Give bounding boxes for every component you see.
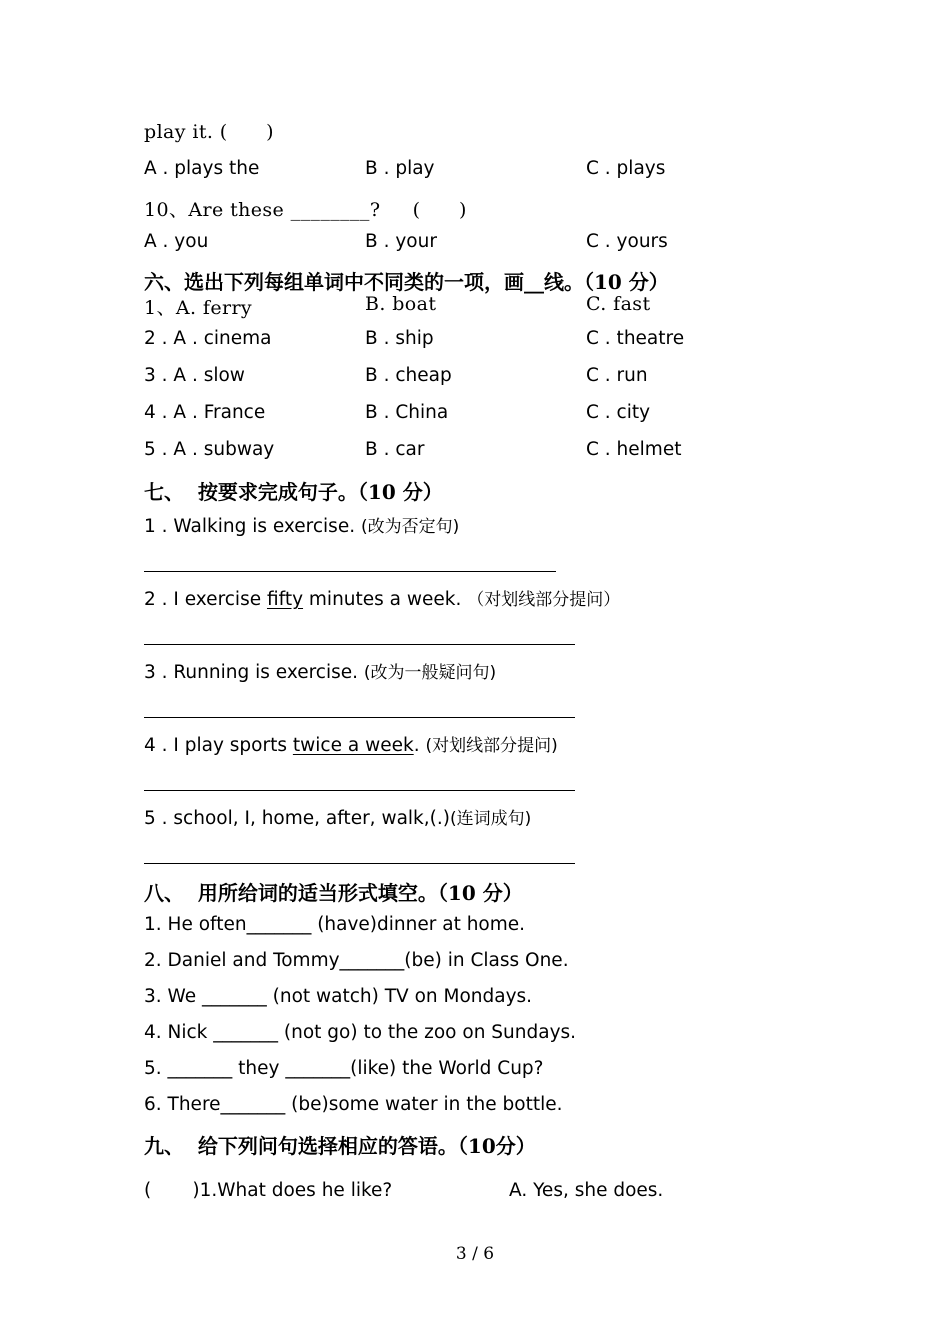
s6-row5-a: 5 . A . subway	[144, 439, 275, 460]
answer-line-4	[144, 790, 575, 791]
s7-q5	[144, 804, 531, 829]
s7-q2-underlined: fifty	[266, 589, 304, 610]
s7-q2	[144, 585, 620, 610]
question-10-stem: 10、Are these ________? ( )	[144, 199, 467, 221]
s6-row5-b: B . car	[365, 439, 425, 460]
s6-row3-a: 3 . A . slow	[144, 365, 245, 386]
s7-q2-note: （对划线部分提问）	[467, 590, 621, 610]
s6-row3-c: C . run	[586, 365, 648, 386]
s9-answer-a: A. Yes, she does.	[509, 1180, 664, 1201]
question-10-option-a: A . you	[144, 231, 209, 252]
s7-q3-note: (改为一般疑问句)	[363, 663, 497, 683]
section-8-title: 八、 用所给词的适当形式填空。（10 分）	[144, 881, 523, 905]
s6-row4-c: C . city	[586, 402, 651, 423]
section-9-title: 九、 给下列问句选择相应的答语。（10分）	[144, 1134, 536, 1158]
s7-q2-post: minutes a week.	[303, 589, 462, 610]
s7-q1-text: 1 . Walking is exercise.	[144, 516, 356, 537]
question-10-option-c: C . yours	[586, 231, 668, 252]
s7-q4	[144, 731, 558, 756]
s7-q2-pre: 2 . I exercise	[144, 589, 267, 610]
s6-row1-b: B. boat	[365, 293, 437, 315]
question-9-stem: play it. ( )	[144, 121, 274, 143]
s7-q5-note: (连词成句)	[449, 809, 532, 829]
s8-item-5: 5. _______ they _______(like) the World Cup?	[144, 1058, 544, 1079]
s7-q1	[144, 512, 459, 537]
s8-item-3: 3. We _______ (not watch) TV on Mondays.	[144, 986, 533, 1007]
s6-row2-a: 2 . A . cinema	[144, 328, 272, 349]
s7-q4-post: .	[413, 735, 420, 756]
s6-row1-a: 1、A. ferry	[144, 297, 253, 319]
answer-line-3	[144, 717, 575, 718]
s8-item-4: 4. Nick _______ (not go) to the zoo on Sundays.	[144, 1022, 577, 1043]
section-7-title: 七、 按要求完成句子。（10 分）	[144, 480, 443, 504]
s6-row4-a: 4 . A . France	[144, 402, 266, 423]
s6-row4-b: B . China	[365, 402, 449, 423]
question-10-option-b: B . your	[365, 231, 437, 252]
s7-q1-note: (改为否定句)	[360, 517, 460, 537]
question-9-option-c: C . plays	[586, 158, 666, 179]
section-6-title: 六、选出下列每组单词中不同类的一项，画__线。（10 分）	[144, 270, 669, 294]
s7-q4-underlined: twice a week	[292, 735, 414, 756]
answer-line-2	[144, 644, 575, 645]
s7-q4-pre: 4 . I play sports	[144, 735, 293, 756]
s7-q3	[144, 658, 496, 683]
s8-item-2: 2. Daniel and Tommy_______(be) in Class One.	[144, 950, 569, 971]
answer-line-1	[144, 571, 556, 572]
question-9-option-a: A . plays the	[144, 158, 260, 179]
s6-row5-c: C . helmet	[586, 439, 682, 460]
s6-row1-c: C. fast	[586, 293, 651, 315]
s9-question-1: ( )1.What does he like?	[144, 1180, 393, 1201]
answer-line-5	[144, 863, 575, 864]
s6-row2-b: B . ship	[365, 328, 434, 349]
s7-q5-text: 5 . school, I, home, after, walk,(.)	[144, 808, 450, 829]
question-9-option-b: B . play	[365, 158, 435, 179]
s7-q4-note: (对划线部分提问)	[425, 736, 558, 756]
s6-row3-b: B . cheap	[365, 365, 452, 386]
s8-item-1: 1. He often_______ (have)dinner at home.	[144, 914, 526, 935]
s6-row2-c: C . theatre	[586, 328, 685, 349]
s8-item-6: 6. There_______ (be)some water in the bottle.	[144, 1094, 563, 1115]
page-number: 3 / 6	[455, 1244, 495, 1264]
s7-q3-text: 3 . Running is exercise.	[144, 662, 358, 683]
